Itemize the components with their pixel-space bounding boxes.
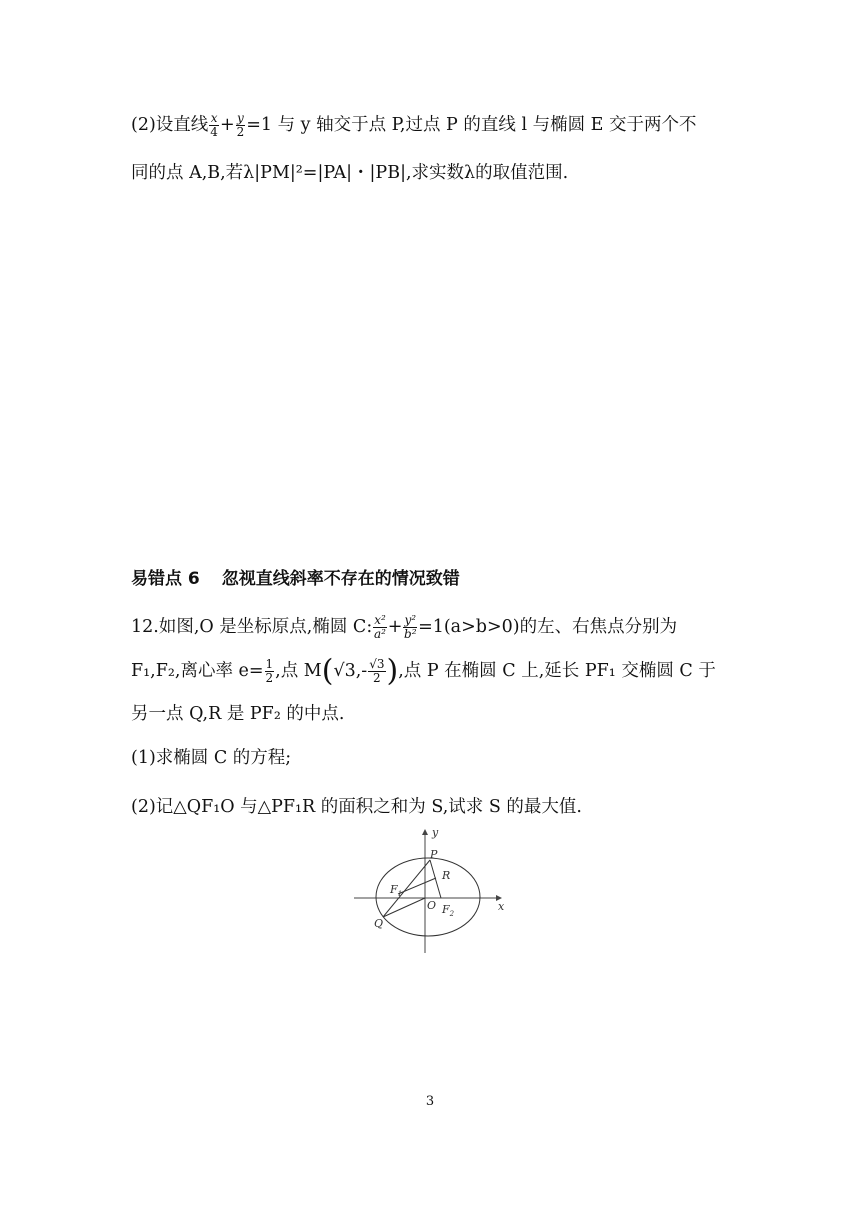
q12-line-3: 另一点 Q,R 是 PF₂ 的中点. bbox=[131, 704, 345, 724]
text: 12.如图,O 是坐标原点,椭圆 C: bbox=[131, 617, 373, 637]
q12-line-4: (1)求椭圆 C 的方程; bbox=[131, 748, 292, 768]
segment-qo bbox=[383, 898, 425, 917]
problem-2-line-2: 同的点 A,B,若λ|PM|²=|PA|・|PB|,求实数λ的取值范围. bbox=[131, 163, 569, 183]
plus-sign: + bbox=[219, 115, 235, 135]
label-p: P bbox=[430, 848, 438, 861]
denominator: b² bbox=[404, 627, 417, 641]
text: =1(a>b>0)的左、右焦点分别为 bbox=[418, 617, 678, 637]
numerator: √3 bbox=[369, 657, 385, 671]
fraction-x2-over-a2 bbox=[373, 614, 387, 641]
comma-minus: ,- bbox=[355, 661, 368, 681]
left-paren: ( bbox=[321, 653, 334, 689]
q12-line-2 bbox=[131, 653, 716, 689]
fraction-sqrt3-over-2 bbox=[368, 658, 385, 685]
page-number: 3 bbox=[425, 1094, 435, 1109]
right-paren: ) bbox=[386, 653, 399, 689]
text: F₁,F₂,离心率 e= bbox=[131, 661, 264, 681]
y-axis-arrow bbox=[422, 829, 428, 835]
text: =1 与 y 轴交于点 P,过点 P 的直线 l 与椭圆 E 交于两个不 bbox=[246, 115, 697, 135]
numerator: x bbox=[210, 111, 218, 125]
denominator: a² bbox=[374, 627, 386, 641]
section-heading bbox=[131, 567, 460, 591]
fraction-y2-over-b2 bbox=[403, 614, 417, 641]
segment-f1r bbox=[398, 878, 436, 894]
ellipse-figure bbox=[350, 825, 510, 957]
label-f1: $F_1$ bbox=[390, 883, 403, 898]
point-m-x: √3 bbox=[333, 661, 356, 681]
q12-line-5: (2)记△QF₁O 与△PF₁R 的面积之和为 S,试求 S 的最大值. bbox=[131, 797, 582, 817]
denominator: 2 bbox=[236, 125, 245, 139]
label-o: O bbox=[427, 899, 437, 912]
text: ,点 M bbox=[275, 661, 322, 681]
plus-sign: + bbox=[387, 617, 403, 637]
denominator: 4 bbox=[210, 125, 218, 139]
q12-line-1 bbox=[131, 614, 677, 641]
label-r: R bbox=[442, 869, 451, 882]
label-y: y bbox=[432, 826, 439, 839]
problem-2-line-1 bbox=[131, 112, 697, 139]
label-x: x bbox=[498, 900, 505, 913]
ellipse bbox=[376, 858, 480, 936]
denominator: 2 bbox=[373, 671, 381, 685]
denominator: 2 bbox=[265, 671, 274, 685]
numerator: 1 bbox=[265, 657, 274, 671]
fraction-y-over-2 bbox=[236, 112, 246, 139]
text: (2)设直线 bbox=[131, 115, 209, 135]
segment-pf2 bbox=[430, 860, 441, 898]
section-title: 忽视直线斜率不存在的情况致错 bbox=[221, 569, 460, 589]
numerator: x² bbox=[374, 613, 386, 627]
fraction-x-over-4 bbox=[209, 112, 219, 139]
numerator: y bbox=[237, 111, 244, 125]
fraction-one-half bbox=[265, 658, 275, 685]
label-q: Q bbox=[374, 917, 384, 930]
numerator: y² bbox=[404, 613, 417, 627]
label-f2: $F_2$ bbox=[442, 903, 455, 918]
section-label: 易错点 6 bbox=[131, 569, 200, 589]
text: ,点 P 在椭圆 C 上,延长 PF₁ 交椭圆 C 于 bbox=[398, 661, 716, 681]
